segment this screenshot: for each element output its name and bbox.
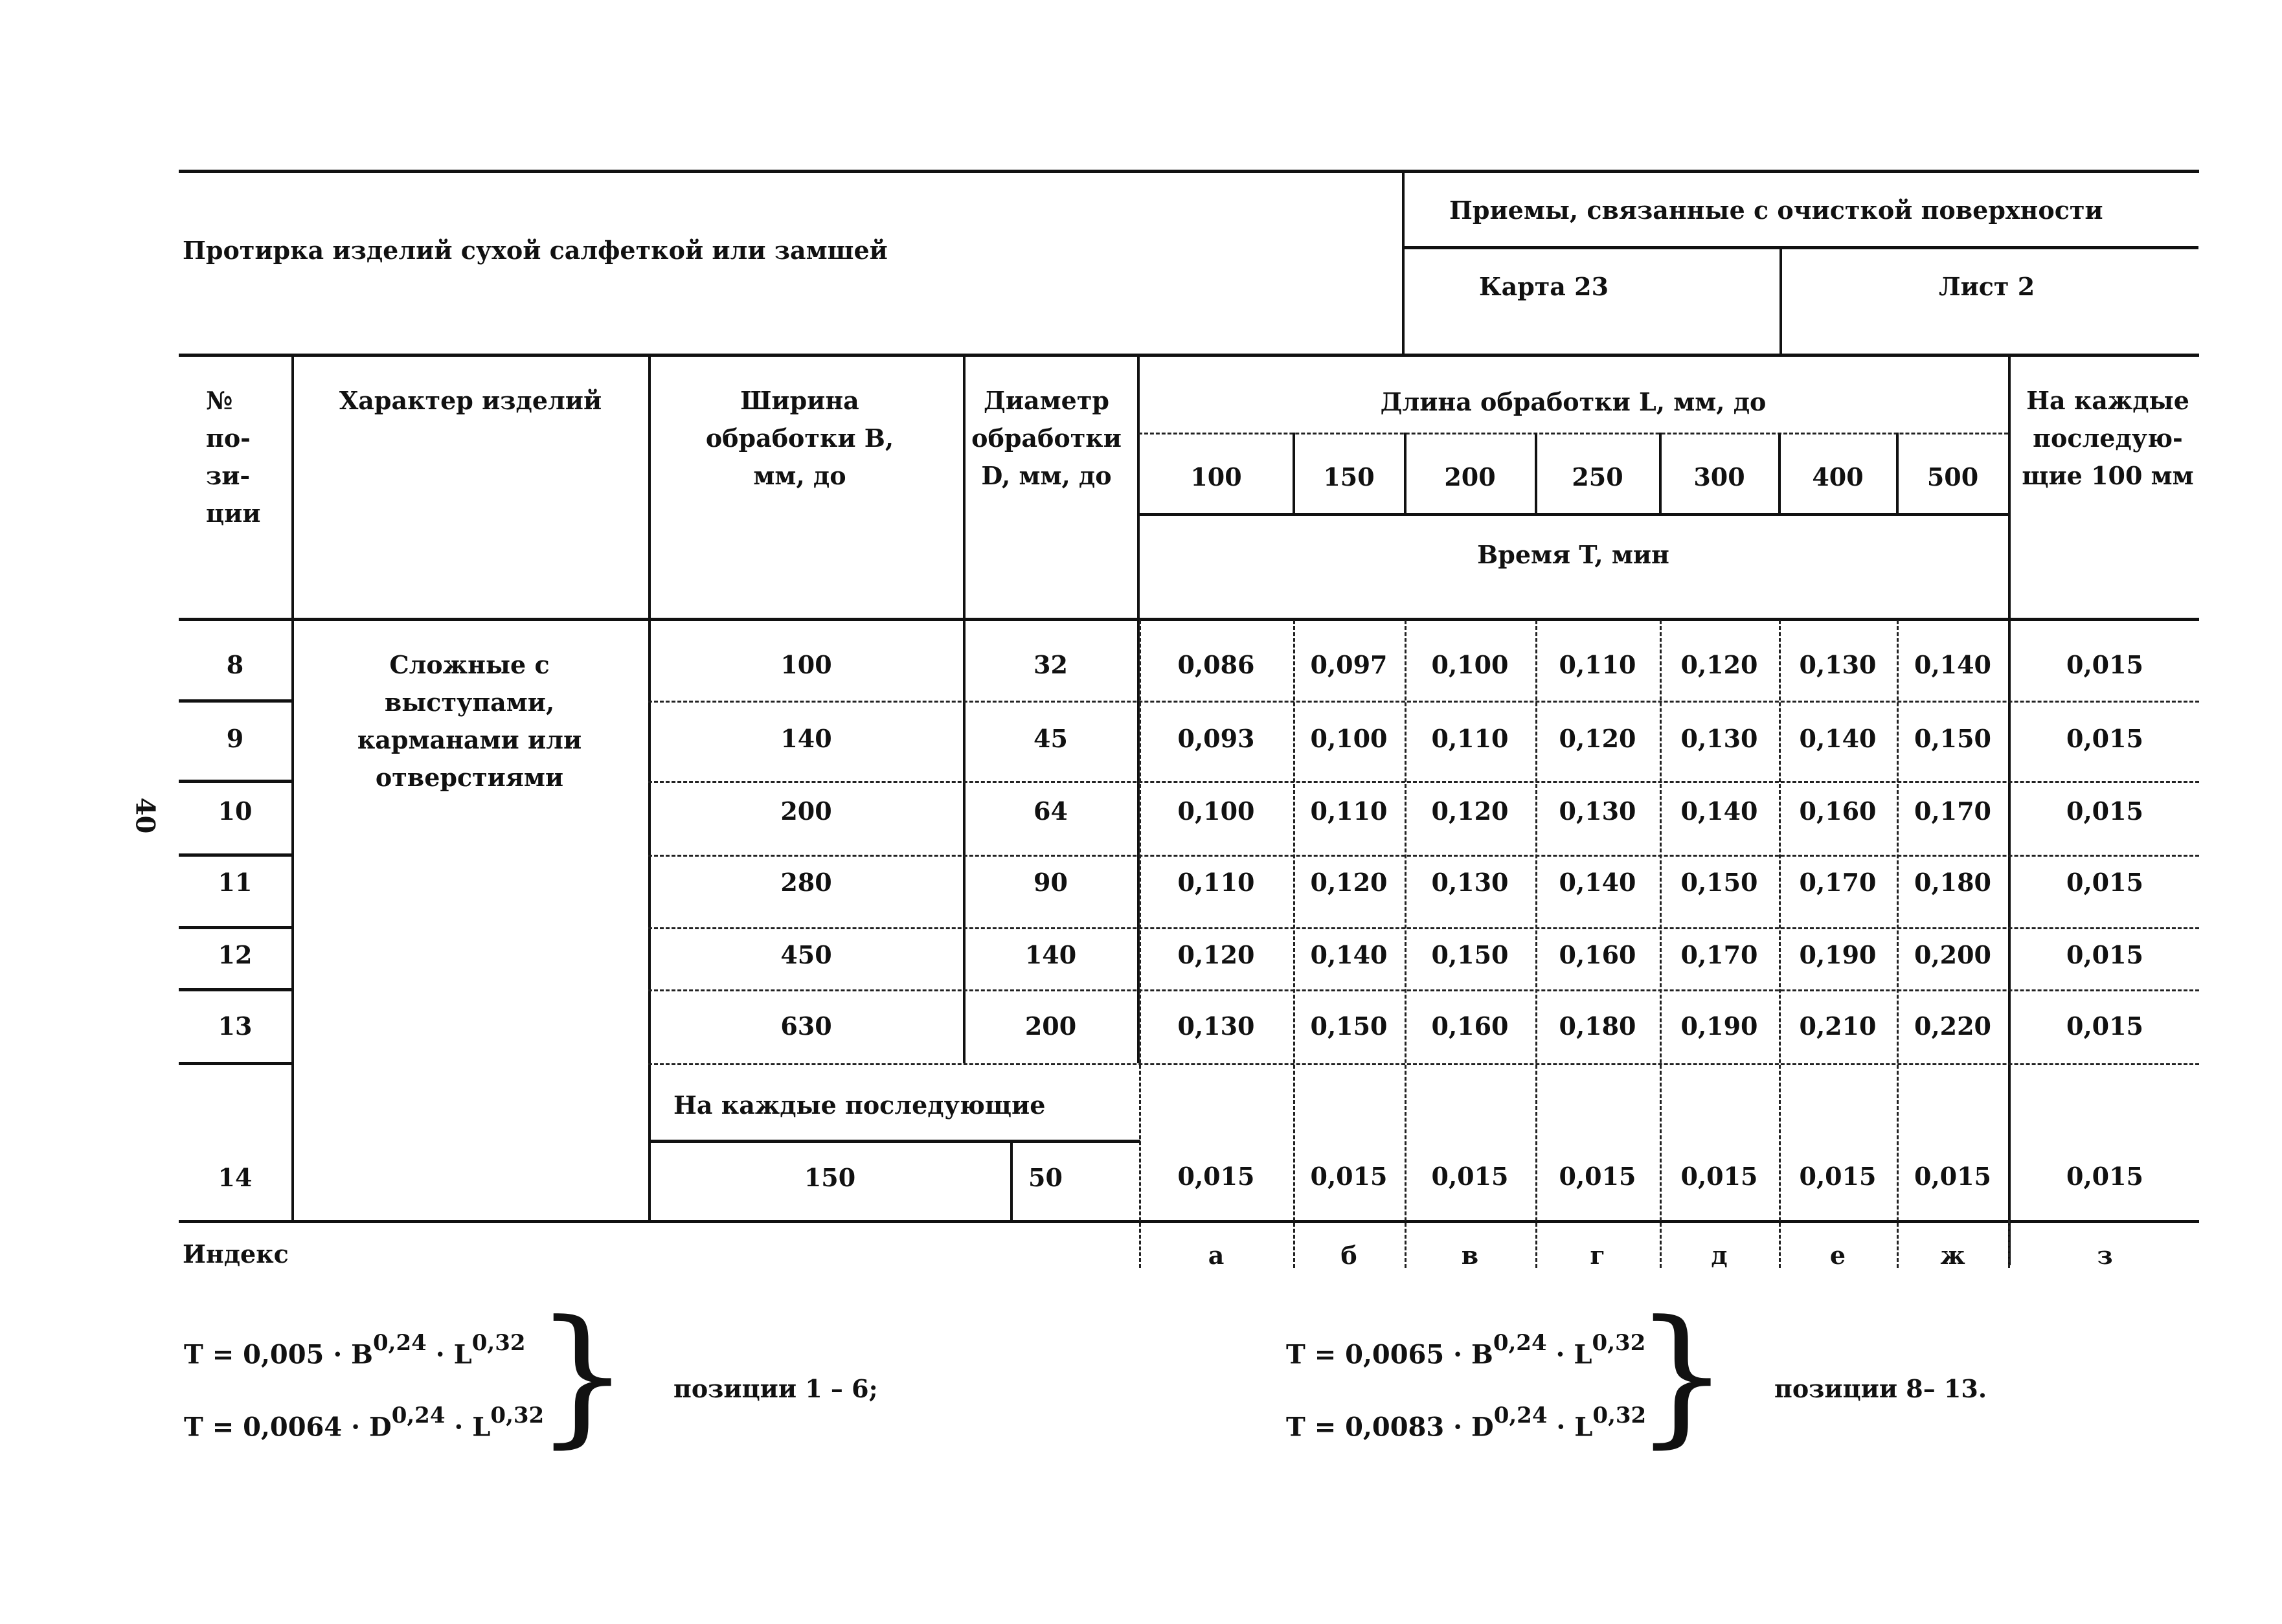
row-14-t500: 0,015 [1914, 1162, 1991, 1191]
col-header-length: Длина обработки L, мм, до [1380, 387, 1767, 416]
formula-left-1-prefix: T = 0,005 · B [184, 1339, 373, 1370]
col-header-diameter: Диаметр обработки D, мм, до [971, 386, 1122, 490]
row-12-diameter: 140 [1024, 940, 1077, 969]
formula-right-2-exp1: 0,24 [1493, 1403, 1548, 1428]
row-11-diameter: 90 [1034, 868, 1068, 897]
formula-right-1-prefix: T = 0,0065 · B [1286, 1339, 1493, 1370]
col-header-position: № по-зи-ции [206, 386, 261, 528]
col-header-width: Ширина обработки B, мм, до [705, 386, 894, 490]
formula-left-2 [184, 1403, 545, 1443]
time-header-rule [1138, 513, 2008, 516]
row-8-diameter: 32 [1034, 650, 1068, 679]
row14-inner-rule [648, 1140, 1140, 1143]
row-sep-4 [648, 927, 2199, 929]
row-13-t250: 0,180 [1559, 1011, 1636, 1041]
formula-right-1-mid: · L [1546, 1339, 1592, 1370]
row-14-next: 0,015 [2066, 1162, 2143, 1191]
page-number: 40 [130, 797, 161, 834]
body-col-rule-7 [2008, 1220, 2010, 1268]
length-header-250: 250 [1572, 462, 1623, 491]
row-sep-pos-4 [179, 926, 291, 929]
row-sep-pos-5 [179, 988, 291, 991]
formula-left-2-exp1: 0,24 [391, 1403, 446, 1428]
col-rule-pos [291, 354, 294, 1221]
col-rule-character [648, 354, 651, 1221]
row-10-t100: 0,100 [1177, 796, 1255, 826]
table-top-rule [179, 354, 2199, 357]
row-11-pos: 11 [218, 868, 253, 897]
index-b: б [1340, 1241, 1357, 1270]
row-9-diameter: 45 [1034, 724, 1068, 753]
row-11-b: 280 [780, 868, 832, 897]
row-10-next: 0,015 [2066, 796, 2143, 826]
row-14-t200: 0,015 [1431, 1162, 1509, 1191]
row-8-t500: 0,140 [1914, 650, 1991, 679]
row-12-t250: 0,160 [1559, 940, 1636, 969]
index-label: Индекс [183, 1239, 289, 1269]
row-10-b: 200 [780, 796, 832, 826]
top-rule [179, 170, 2199, 173]
index-zh: ж [1940, 1241, 1965, 1270]
row-sep-pos-3 [179, 853, 291, 857]
formula-left-1 [184, 1330, 526, 1370]
row-14-d: 50 [1028, 1163, 1063, 1192]
row-8-t250: 0,110 [1559, 650, 1636, 679]
length-header-400: 400 [1812, 462, 1864, 491]
row-8-t100: 0,086 [1177, 650, 1255, 679]
formula-left-1-mid: · L [426, 1339, 472, 1370]
row-13-diameter: 200 [1024, 1011, 1077, 1041]
row-8-next: 0,015 [2066, 650, 2143, 679]
formula-right-1 [1286, 1330, 1646, 1370]
formula-left-2-mid: · L [445, 1412, 491, 1443]
row-13-t500: 0,220 [1914, 1011, 1991, 1041]
row-sep-1 [648, 701, 2199, 703]
row-14-t150: 0,015 [1310, 1162, 1388, 1191]
table-bottom-rule [179, 1220, 2199, 1223]
row-11-t400: 0,170 [1799, 868, 1877, 897]
col-header-character: Характер изделий [339, 386, 602, 415]
row-8-t400: 0,130 [1799, 650, 1877, 679]
header-divider [1402, 170, 1405, 356]
row-13-t400: 0,210 [1799, 1011, 1877, 1041]
row-14-t400: 0,015 [1799, 1162, 1877, 1191]
row-sep-pos-2 [179, 780, 291, 783]
table-header-bottom-rule [179, 618, 2199, 621]
row-12-pos: 12 [218, 940, 253, 969]
row-9-t500: 0,150 [1914, 724, 1991, 753]
row-12-b: 450 [780, 940, 832, 969]
row-8-t300: 0,120 [1680, 650, 1758, 679]
row-10-t200: 0,120 [1431, 796, 1509, 826]
row-13-b: 630 [780, 1011, 832, 1041]
document-title: Протирка изделий сухой салфеткой или замшей [183, 236, 888, 265]
row-14-t300: 0,015 [1680, 1162, 1758, 1191]
formula-left-note: позиции 1 – 6; [673, 1374, 878, 1403]
section-title: Приемы, связанные с очисткой поверхности [1449, 196, 2103, 225]
index-a: а [1208, 1241, 1225, 1270]
row-12-t500: 0,200 [1914, 940, 1991, 969]
row-12-t100: 0,120 [1177, 940, 1255, 969]
row-13-pos: 13 [218, 1011, 253, 1041]
row-10-t150: 0,110 [1310, 796, 1388, 826]
length-header-500: 500 [1926, 462, 1979, 491]
row-sep-pos-1 [179, 699, 291, 703]
length-header-200: 200 [1444, 462, 1496, 491]
col-header-each-next: На каждые последую-щие 100 мм [2022, 386, 2194, 490]
character-cell: Сложные с выступами, карманами или отверстиями [357, 650, 582, 792]
row-9-pos: 9 [226, 724, 244, 753]
row-13-t200: 0,160 [1431, 1011, 1509, 1041]
length-header-300: 300 [1693, 462, 1745, 491]
index-z: з [2097, 1241, 2113, 1270]
row-9-t400: 0,140 [1799, 724, 1877, 753]
row-10-t500: 0,170 [1914, 796, 1991, 826]
row-11-t250: 0,140 [1559, 868, 1636, 897]
row-14-each-next-label: На каждые последующие [673, 1090, 1046, 1120]
header-inner-rule [1402, 246, 2198, 249]
row14-split-rule [1010, 1142, 1013, 1221]
row-13-t100: 0,130 [1177, 1011, 1255, 1041]
row-9-t300: 0,130 [1680, 724, 1758, 753]
index-e: е [1829, 1241, 1846, 1270]
row-14-b: 150 [804, 1163, 856, 1192]
row-8-pos: 8 [226, 650, 244, 679]
row-9-t250: 0,120 [1559, 724, 1636, 753]
length-header-150: 150 [1323, 462, 1375, 491]
row-12-t400: 0,190 [1799, 940, 1877, 969]
row-10-t250: 0,130 [1559, 796, 1636, 826]
index-g: г [1590, 1241, 1605, 1270]
formula-left-2-prefix: T = 0,0064 · D [184, 1412, 392, 1443]
row-9-t100: 0,093 [1177, 724, 1255, 753]
right-brace: } [1634, 1289, 1730, 1462]
row-11-next: 0,015 [2066, 868, 2143, 897]
row-12-t300: 0,170 [1680, 940, 1758, 969]
row-9-b: 140 [780, 724, 832, 753]
row-13-t300: 0,190 [1680, 1011, 1758, 1041]
row-9-next: 0,015 [2066, 724, 2143, 753]
formula-right-1-exp2: 0,32 [1592, 1330, 1646, 1356]
left-brace: } [535, 1289, 630, 1462]
row-8-t150: 0,097 [1310, 650, 1388, 679]
row-11-t200: 0,130 [1431, 868, 1509, 897]
formula-right-1-exp1: 0,24 [1493, 1330, 1547, 1356]
formula-left-1-exp2: 0,32 [471, 1330, 526, 1356]
index-d: д [1711, 1241, 1728, 1270]
length-header-100: 100 [1190, 462, 1242, 491]
row-sep-6 [648, 1063, 2199, 1065]
row-10-t400: 0,160 [1799, 796, 1877, 826]
row-9-t150: 0,100 [1310, 724, 1388, 753]
row-sep-5 [648, 989, 2199, 991]
card-number: Карта 23 [1479, 272, 1609, 301]
formula-right-2 [1286, 1403, 1647, 1443]
row-sep-3 [648, 855, 2199, 857]
sheet-number: Лист 2 [1939, 272, 2035, 301]
formula-right-note: позиции 8– 13. [1774, 1374, 1987, 1403]
formula-right-2-exp2: 0,32 [1592, 1403, 1647, 1428]
index-v: в [1461, 1241, 1479, 1270]
formula-left-2-exp2: 0,32 [490, 1403, 545, 1428]
formula-right-2-mid: · L [1547, 1412, 1593, 1443]
col-header-time: Время T, мин [1477, 540, 1669, 569]
row-12-t200: 0,150 [1431, 940, 1509, 969]
row-sep-pos-6 [179, 1062, 291, 1065]
row-9-t200: 0,110 [1431, 724, 1509, 753]
row-11-t500: 0,180 [1914, 868, 1991, 897]
row-14-t250: 0,015 [1559, 1162, 1636, 1191]
row-10-pos: 10 [218, 796, 253, 826]
row-11-t300: 0,150 [1680, 868, 1758, 897]
row-14-pos: 14 [218, 1163, 253, 1192]
row-11-t150: 0,120 [1310, 868, 1388, 897]
row-13-next: 0,015 [2066, 1011, 2143, 1041]
row-10-diameter: 64 [1034, 796, 1068, 826]
row-11-t100: 0,110 [1177, 868, 1255, 897]
row-8-b: 100 [780, 650, 832, 679]
card-sheet-divider [1779, 247, 1782, 356]
length-header-rule [1138, 433, 2008, 434]
row-10-t300: 0,140 [1680, 796, 1758, 826]
formula-left-1-exp1: 0,24 [372, 1330, 427, 1356]
row-sep-2 [648, 781, 2199, 783]
row-8-t200: 0,100 [1431, 650, 1509, 679]
row-12-next: 0,015 [2066, 940, 2143, 969]
formula-right-2-prefix: T = 0,0083 · D [1286, 1412, 1494, 1443]
row-14-t100: 0,015 [1177, 1162, 1255, 1191]
row-12-t150: 0,140 [1310, 940, 1388, 969]
row-13-t150: 0,150 [1310, 1011, 1388, 1041]
